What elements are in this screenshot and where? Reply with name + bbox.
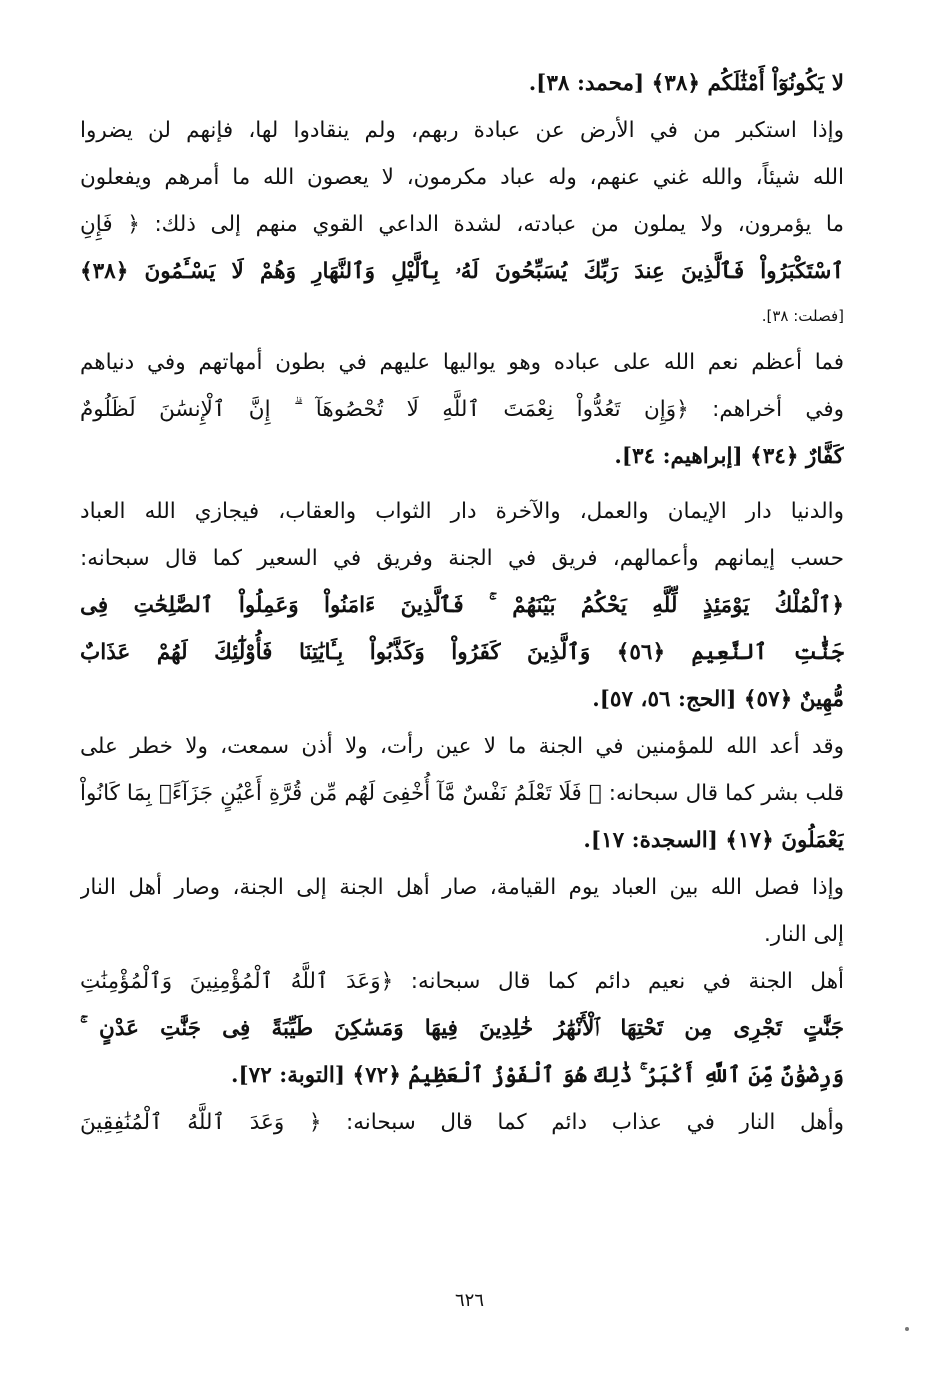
quran-verse-line: جَنَّٰتٍ تَجْرِى مِن تَحْتِهَا ٱلْأَنْهَٰرُ خَٰلِدِينَ فِيهَا وَمَسَٰكِنَ طَيِّبَةً فِى جَنَّٰتِ عَدْنٍ ۚ: [80, 1016, 844, 1041]
text-line: إلى النار.: [763, 922, 844, 947]
text-line: وإذا فصل الله بين العباد يوم القيامة، صار أهل الجنة إلى الجنة، وصار أهل النار: [80, 875, 844, 900]
text-line: وقد أعد الله للمؤمنين في الجنة ما لا عين رأت، ولا أذن سمعت، ولا خطر على: [80, 734, 844, 759]
text-line: فما أعظم نعم الله على عباده وهو يواليها عليهم في بطون أمهاتهم وفي دنياهم: [80, 350, 844, 375]
text-line: حسب إيمانهم وأعمالهم، فريق في الجنة وفريق في السعير كما قال سبحانه:: [80, 546, 844, 571]
quran-verse-line: مُّهِينٌ ﴿٥٧﴾ [الحج: ٥٦، ٥٧].: [592, 687, 844, 712]
quran-verse-line: ﴿ٱلْمُلْكُ يَوْمَئِذٍ لِّلَّهِ يَحْكُمُ بَيْنَهُمْ ۚ فَٱلَّذِينَ ءَامَنُواْ وَعَمِلُواْ ٱلصَّٰلِحَٰتِ فِى: [80, 593, 844, 618]
text-line: الله شيئاً، والله غني عنهم، وله عباد مكرمون، لا يعصون الله ما أمرهم ويفعلون: [80, 165, 844, 190]
page-number: ٦٢٦: [454, 1290, 484, 1311]
text-line: وأهل النار في عذاب دائم كما قال سبحانه: ﴿ وَعَدَ ٱللَّهُ ٱلْمُنَٰفِقِينَ: [80, 1110, 844, 1135]
text-line: وإذا استكبر من في الأرض عن عبادة ربهم، ولم ينقادوا لها، فإنهم لن يضروا: [80, 118, 844, 143]
scan-speck: [905, 1327, 909, 1331]
text-line: قلب بشر كما قال سبحانه: ﴿ فَلَا تَعْلَمُ نَفْسٌ مَّآ أُخْفِىَ لَهُم مِّن قُرَّةِ أَعْيُنٍ جَزَآءًۢ بِمَا كَانُواْ: [80, 781, 844, 806]
text-line: أهل الجنة في نعيم دائم كما قال سبحانه: ﴿وَعَدَ ٱللَّهُ ٱلْمُؤْمِنِينَ وَٱلْمُؤْمِنَٰتِ: [80, 969, 844, 994]
quran-verse-line: ٱسْتَكْبَرُواْ فَٱلَّذِينَ عِندَ رَبِّكَ يُسَبِّحُونَ لَهُۥ بِٱلَّيْلِ وَٱلنَّهَارِ وَهُمْ لَا يَسْـَٔمُونَ ﴿٣٨﴾: [80, 259, 844, 284]
text-line: والدنيا دار الإيمان والعمل، والآخرة دار الثواب والعقاب، فيجازي الله العباد: [80, 499, 844, 524]
quran-verse-line: جَنَّٰتِ ٱلنَّعِيمِ ﴿٥٦﴾ وَٱلَّذِينَ كَفَرُواْ وَكَذَّبُواْ بِـَٔايَٰتِنَا فَأُوْلَٰٓئِكَ لَهُمْ عَذَابٌ: [80, 640, 844, 665]
quran-verse-line: كَفَّارٌ ﴿٣٤﴾ [إبراهيم: ٣٤].: [614, 444, 844, 469]
quran-verse-line: وَرِضْوَٰنٌ مِّنَ ٱللَّهِ أَكْبَرُ ۚ ذَٰلِكَ هُوَ ٱلْفَوْزُ ٱلْعَظِيمُ ﴿٧٢﴾ [التوبة: ٧٢].: [231, 1063, 844, 1088]
quran-verse-line: يَعْمَلُونَ ﴿١٧﴾ [السجدة: ١٧].: [583, 828, 844, 853]
text-line: وفي أخراهم: ﴿وَإِن تَعُدُّواْ نِعْمَتَ ٱللَّهِ لَا تُحْصُوهَآ ۗ إِنَّ ٱلْإِنسَٰنَ لَظَلُومٌ: [80, 397, 844, 422]
text-line: لا يَكُونُوٓاْ أَمْثَٰلَكُم ﴿٣٨﴾ [محمد: ٣٨].: [528, 71, 844, 96]
verse-reference: [فصلت: ٣٨].: [761, 307, 844, 325]
text-line: ما يؤمرون، ولا يملون من عبادته، لشدة الداعي القوي منهم إلى ذلك: ﴿ فَإِنِ: [80, 212, 844, 237]
